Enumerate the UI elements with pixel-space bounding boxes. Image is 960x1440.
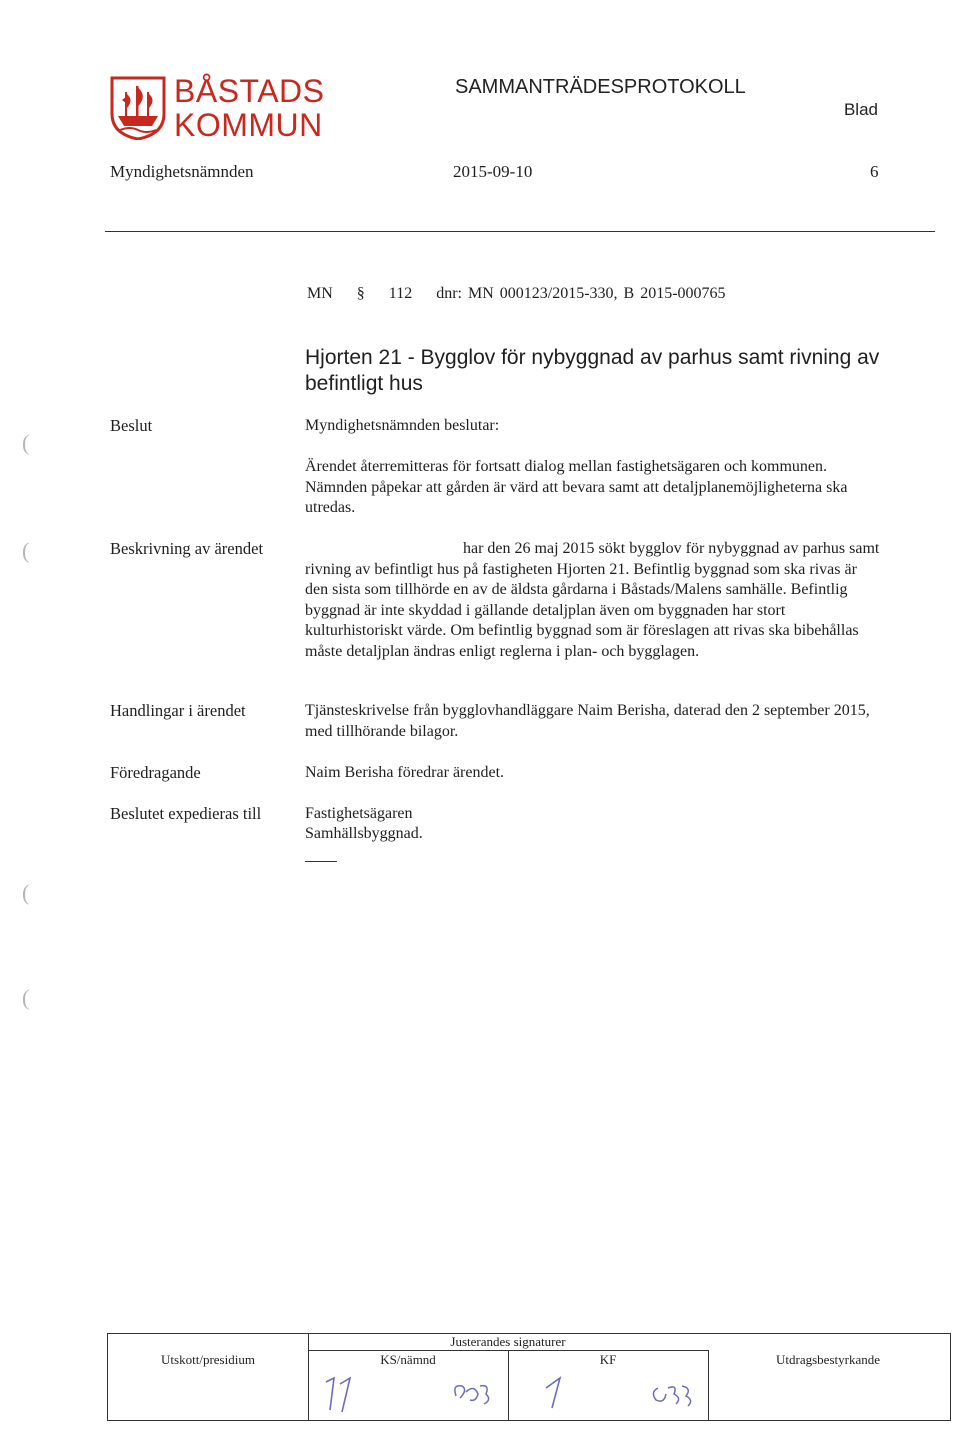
scan-mark: ( xyxy=(22,538,30,563)
decision-intro: Myndighetsnämnden beslutar: xyxy=(305,417,500,434)
signature-column-header: Utdragsbestyrkande xyxy=(776,1352,880,1367)
signature-cell xyxy=(708,1334,948,1420)
committee-name: Myndighetsnämnden xyxy=(110,162,254,181)
signature-initials xyxy=(648,1378,698,1410)
municipality-name-line1: BÅSTADS xyxy=(174,73,325,109)
header-divider xyxy=(105,231,935,232)
page-number: 6 xyxy=(870,162,879,181)
ship-coat-of-arms-icon xyxy=(110,76,166,140)
document-type: SAMMANTRÄDESPROTOKOLL xyxy=(455,76,746,98)
description-text: har den 26 maj 2015 sökt bygglov för nybyggnad av parhus samt rivning av befintligt hus på fastigheten Hjorten 21. Befintlig byggnad som ska rivas är den sista som tillhörde en av de äldsta gårdarna i Båstads/Malens samhälle. Befintlig byggnad är inte skyddad i gällande detaljplan även om byggnaden har stort kulturhistoriskt värde. Om befintlig byggnad som är föreslagen att rivas ska bibehållas måste detaljplan ändras enligt reglerna i plan- och bygglagen. xyxy=(305,540,880,660)
section-label-expedieras: Beslutet expedieras till xyxy=(110,804,262,823)
paragraph-number: 112 xyxy=(388,285,413,302)
signature-column-header: KF xyxy=(599,1352,617,1367)
case-title: Hjorten 21 - Bygglov för nybyggnad av parhus samt rivning av befintligt hus xyxy=(305,346,880,395)
meeting-date: 2015-09-10 xyxy=(453,162,533,181)
scan-mark: ( xyxy=(22,880,30,905)
section-label-beskrivning: Beskrivning av ärendet xyxy=(110,539,264,558)
case-reference xyxy=(307,285,744,303)
paragraph-sign: § xyxy=(356,285,365,302)
signature-table xyxy=(107,1333,951,1421)
signature-initials xyxy=(320,1370,370,1414)
scan-mark: ( xyxy=(22,985,30,1010)
municipality-name-line2: KOMMUN xyxy=(174,107,323,143)
end-divider xyxy=(305,861,337,862)
signature-initials xyxy=(448,1376,498,1410)
signature-group-header: Justerandes signaturer xyxy=(450,1334,566,1349)
signature-column-header: KS/nämnd xyxy=(380,1352,436,1367)
recipient-2: Samhällsbyggnad. xyxy=(305,825,423,842)
signature-column-header: Utskott/presidium xyxy=(161,1352,255,1367)
documents-text: Tjänsteskrivelse från bygglovhandläggare Naim Berisha, daterad den 2 september 2015, med tillhörande bilagor. xyxy=(305,702,870,740)
blad-label: Blad xyxy=(843,100,878,119)
section-label-handlingar: Handlingar i ärendet xyxy=(110,701,246,720)
section-label-beslut: Beslut xyxy=(110,416,153,435)
presenter-text: Naim Berisha föredrar ärendet. xyxy=(305,764,505,781)
signature-cell xyxy=(108,1334,309,1420)
diary-number: dnr: MN 000123/2015-330, B 2015-000765 xyxy=(436,285,726,302)
reference-body: MN xyxy=(307,285,333,302)
signature-initials xyxy=(538,1372,578,1412)
decision-text: Ärendet återremitteras för fortsatt dialog mellan fastighetsägaren och kommunen. Nämnden påpekar att gården är värd att bevara samt att detaljplanemöjligheterna ska utredas. xyxy=(305,458,848,516)
scan-mark: ( xyxy=(22,430,30,455)
section-label-foredragande: Föredragande xyxy=(110,763,201,782)
recipient-1: Fastighetsägaren xyxy=(305,805,413,822)
